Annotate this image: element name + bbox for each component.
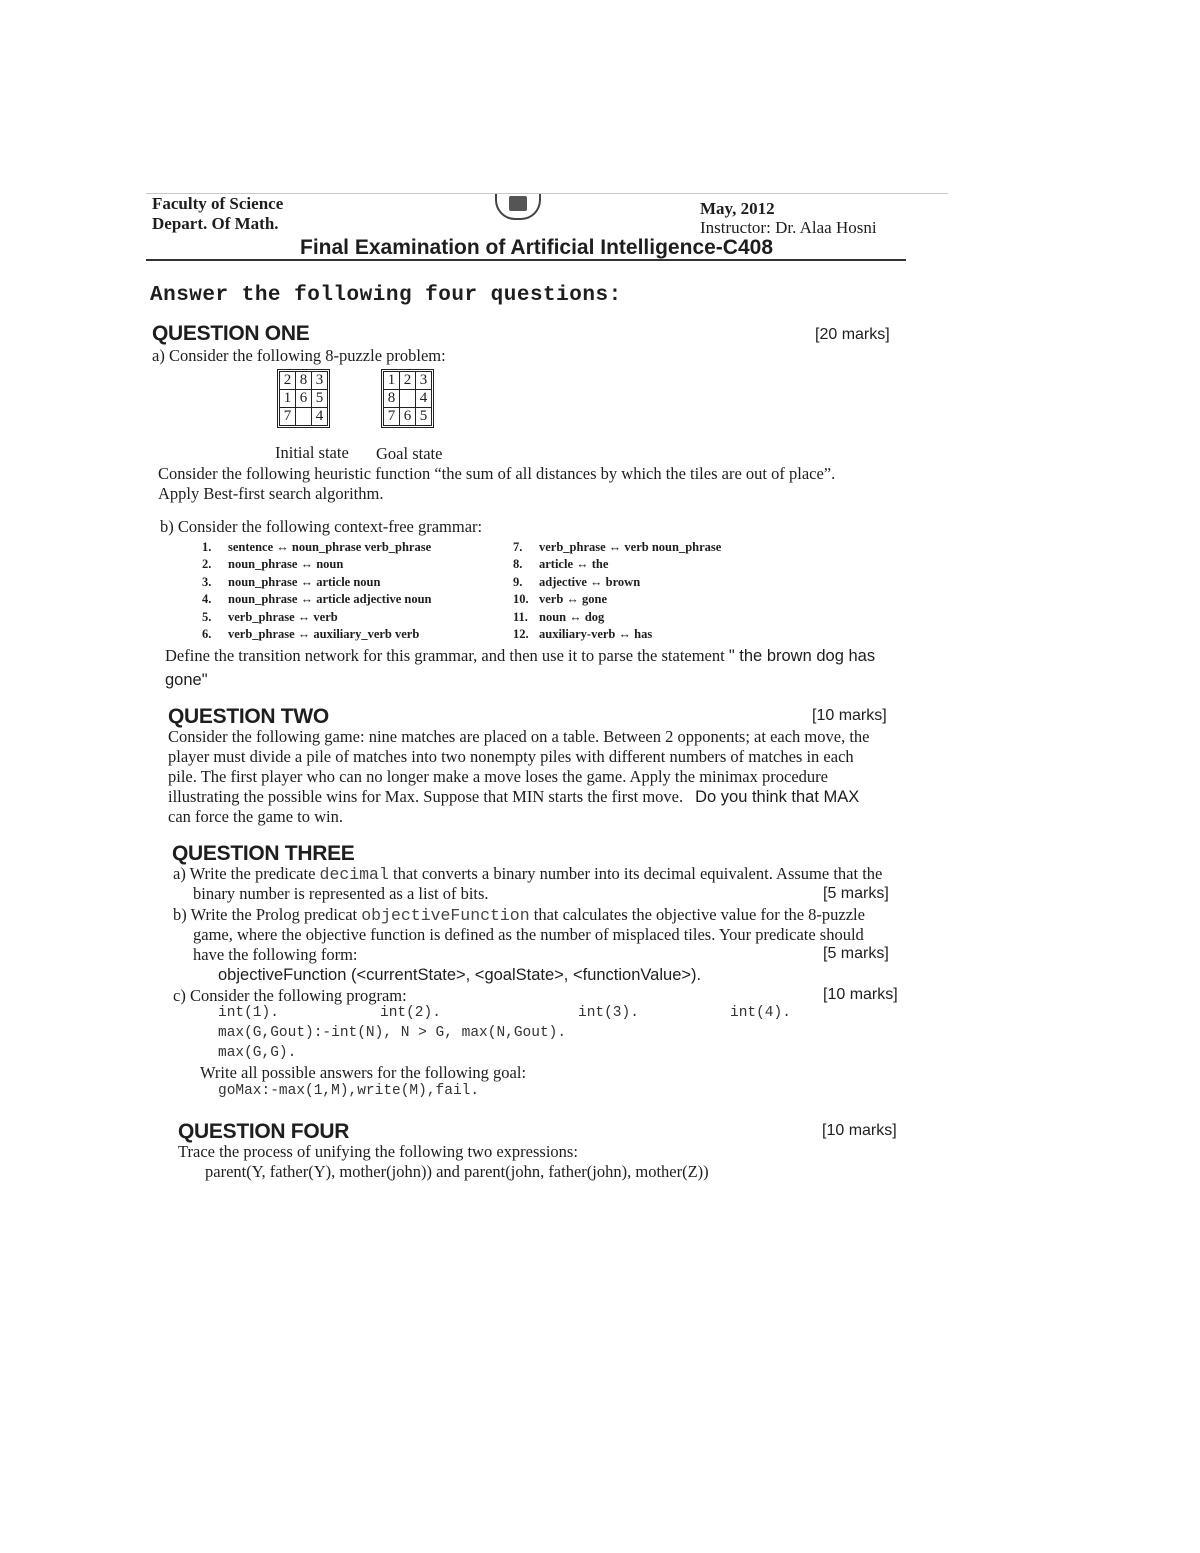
q3-part-a-marks: [5 marks] — [823, 885, 889, 902]
grammar-rule-number: 12. — [513, 627, 529, 642]
code-int-3: int(3). — [578, 1005, 639, 1021]
grammar-rule-number: 8. — [513, 557, 523, 572]
grammar-rule-text: verb_phrase ↔ auxiliary_verb verb — [228, 627, 420, 642]
q3-part-a-code: decimal — [319, 865, 389, 884]
grammar-rule — [202, 591, 431, 608]
goal-state-label: Goal state — [376, 444, 443, 463]
grammar-rule — [202, 609, 431, 626]
grammar-rule-number: 6. — [202, 627, 212, 642]
grammar-rule-number: 11. — [513, 609, 528, 624]
code-int-2: int(2). — [380, 1005, 441, 1021]
grammar-rule — [513, 591, 721, 608]
q4-line-1: Trace the process of unifying the following two expressions: — [178, 1142, 578, 1161]
q3-part-a-line-2: binary number is represented as a list of bits. — [193, 884, 489, 903]
grammar-rule-text: noun_phrase ↔ article noun — [228, 574, 381, 589]
parse-instruction-text: Define the transition network for this grammar, and then use it to parse the statement — [165, 646, 729, 665]
initial-tile: 8 — [296, 372, 312, 390]
heuristic-line-2: Apply Best-first search algorithm. — [158, 484, 384, 503]
q2-line-4-text: illustrating the possible wins for Max. Suppose that MIN starts the first move. — [168, 787, 684, 806]
q1-part-a-intro: a) Consider the following 8-puzzle problem: — [152, 346, 446, 365]
grammar-rule — [202, 574, 431, 591]
grammar-rule-number: 3. — [202, 574, 212, 589]
grammar-rule-number: 10. — [513, 592, 529, 607]
grammar-rule-text: noun_phrase ↔ noun — [228, 557, 344, 572]
grammar-rule — [513, 539, 721, 556]
goal-tile: 7 — [384, 408, 400, 426]
grammar-rule — [202, 539, 431, 556]
q3-part-b-code: objectiveFunction — [361, 906, 530, 925]
q4-line-2: parent(Y, father(Y), mother(john)) and parent(john, father(john), mother(Z)) — [205, 1162, 709, 1181]
q3-part-b-marks: [5 marks] — [823, 945, 889, 962]
q3-part-c-line-1: c) Consider the following program: — [173, 986, 407, 1005]
grammar-rule-text: verb ↔ gone — [539, 592, 608, 607]
parse-instruction-line-1 — [165, 646, 875, 667]
grammar-rules-left — [202, 539, 431, 643]
grammar-rule-number: 7. — [513, 540, 523, 554]
initial-tile: 4 — [312, 408, 328, 426]
q3-part-a-pre: a) Write the predicate — [173, 864, 320, 883]
goal-tile: 4 — [416, 390, 432, 408]
grammar-rule — [513, 556, 721, 573]
exam-title: Final Examination of Artificial Intelligence-C408 — [300, 236, 773, 259]
faculty-name: Faculty of Science — [152, 194, 284, 213]
goal-tile: 5 — [416, 408, 432, 426]
grammar-rule-number: 5. — [202, 609, 212, 624]
university-crest-icon — [495, 194, 541, 220]
question-one-marks: [20 marks] — [815, 326, 890, 343]
grammar-rule-text: verb_phrase ↔ verb — [228, 609, 338, 624]
q3-part-b-line-1 — [173, 905, 865, 927]
initial-tile: 7 — [280, 408, 296, 426]
initial-state-grid — [277, 369, 330, 428]
initial-state-label: Initial state — [275, 443, 349, 462]
question-four-heading: QUESTION FOUR — [178, 1120, 350, 1143]
parse-instruction-line-2: gone" — [165, 671, 208, 689]
goal-tile: 3 — [416, 372, 432, 390]
question-one-heading: QUESTION ONE — [152, 322, 310, 345]
q2-line-3: pile. The first player who can no longer make a move loses the game. Apply the minimax procedure — [168, 767, 828, 786]
q3-part-c-goal-text: Write all possible answers for the following goal: — [200, 1063, 527, 1082]
grammar-rule — [513, 609, 721, 626]
grammar-rule-number: 1. — [202, 540, 212, 554]
goal-tile: 6 — [400, 408, 416, 426]
q2-line-4 — [168, 787, 859, 808]
q3-part-b-pre: b) Write the Prolog predicat — [173, 905, 362, 924]
grammar-rules-right — [513, 539, 721, 643]
goal-tile — [400, 390, 416, 408]
initial-tile: 2 — [280, 372, 296, 390]
grammar-rule — [202, 556, 431, 573]
title-rule — [146, 259, 906, 261]
q3-part-a-post: that converts a binary number into its decimal equivalent. Assume that the — [388, 864, 883, 883]
q1-part-b-intro: b) Consider the following context-free grammar: — [160, 517, 483, 536]
code-int-4: int(4). — [730, 1005, 791, 1021]
code-max-fact: max(G,G). — [218, 1045, 297, 1061]
question-two-heading: QUESTION TWO — [168, 705, 329, 728]
q2-line-1: Consider the following game: nine matches are placed on a table. Between 2 opponents; at each move, the — [168, 727, 870, 746]
exam-date: May, 2012 — [700, 199, 775, 218]
q3-part-b-form: objectiveFunction (<currentState>, <goalState>, <functionValue>). — [218, 966, 702, 984]
q3-part-b-line-3: have the following form: — [193, 945, 358, 964]
goal-tile: 1 — [384, 372, 400, 390]
goal-tile: 8 — [384, 390, 400, 408]
question-two-marks: [10 marks] — [812, 707, 887, 724]
q3-part-a-line-1 — [173, 864, 882, 886]
q3-part-c-marks: [10 marks] — [823, 986, 898, 1003]
initial-tile: 3 — [312, 372, 328, 390]
grammar-rule-number: 2. — [202, 557, 212, 572]
grammar-rule — [513, 574, 721, 591]
grammar-rule-text: sentence ↔ noun_phrase verb_phrase — [228, 540, 432, 554]
instructor-name: Instructor: Dr. Alaa Hosni — [700, 218, 877, 237]
grammar-rule-text: noun_phrase ↔ article adjective noun — [228, 592, 432, 607]
grammar-rule-text: article ↔ the — [539, 557, 609, 572]
q2-line-5: can force the game to win. — [168, 807, 344, 826]
goal-state-grid — [381, 369, 434, 428]
code-int-1: int(1). — [218, 1005, 279, 1021]
q2-line-2: player must divide a pile of matches into two nonempty piles with different numbers of matches in each — [168, 747, 854, 766]
q3-part-b-line-2: game, where the objective function is defined as the number of misplaced tiles. Your predicate should — [193, 925, 864, 944]
question-three-heading: QUESTION THREE — [172, 842, 355, 865]
parse-statement-text: " the brown dog has — [728, 647, 876, 665]
grammar-rule — [202, 626, 431, 643]
grammar-rule-number: 4. — [202, 592, 212, 607]
initial-tile: 5 — [312, 390, 328, 408]
initial-tile: 1 — [280, 390, 296, 408]
goal-tile: 2 — [400, 372, 416, 390]
grammar-rule-number: 9. — [513, 574, 523, 589]
q2-line-4-tail: Do you think that MAX — [695, 788, 860, 806]
question-four-marks: [10 marks] — [822, 1122, 897, 1139]
code-max-rule: max(G,Gout):-int(N), N > G, max(N,Gout). — [218, 1025, 567, 1041]
grammar-rule-text: auxiliary-verb ↔ has — [539, 627, 653, 642]
instruction-text: Answer the following four questions: — [150, 284, 622, 307]
code-go-max-goal: goMax:-max(1,M),write(M),fail. — [218, 1083, 480, 1099]
q3-part-b-post: that calculates the objective value for the 8-puzzle — [529, 905, 865, 924]
heuristic-line-1: Consider the following heuristic function “the sum of all distances by which the tiles are out of place”. — [158, 464, 836, 483]
department-name: Depart. Of Math. — [152, 214, 279, 233]
grammar-rule-text: adjective ↔ brown — [539, 574, 641, 589]
grammar-rule-text: verb_phrase ↔ verb noun_phrase — [539, 540, 722, 554]
grammar-rule — [513, 626, 721, 643]
grammar-rule-text: noun ↔ dog — [539, 609, 605, 624]
initial-tile — [296, 408, 312, 426]
initial-tile: 6 — [296, 390, 312, 408]
